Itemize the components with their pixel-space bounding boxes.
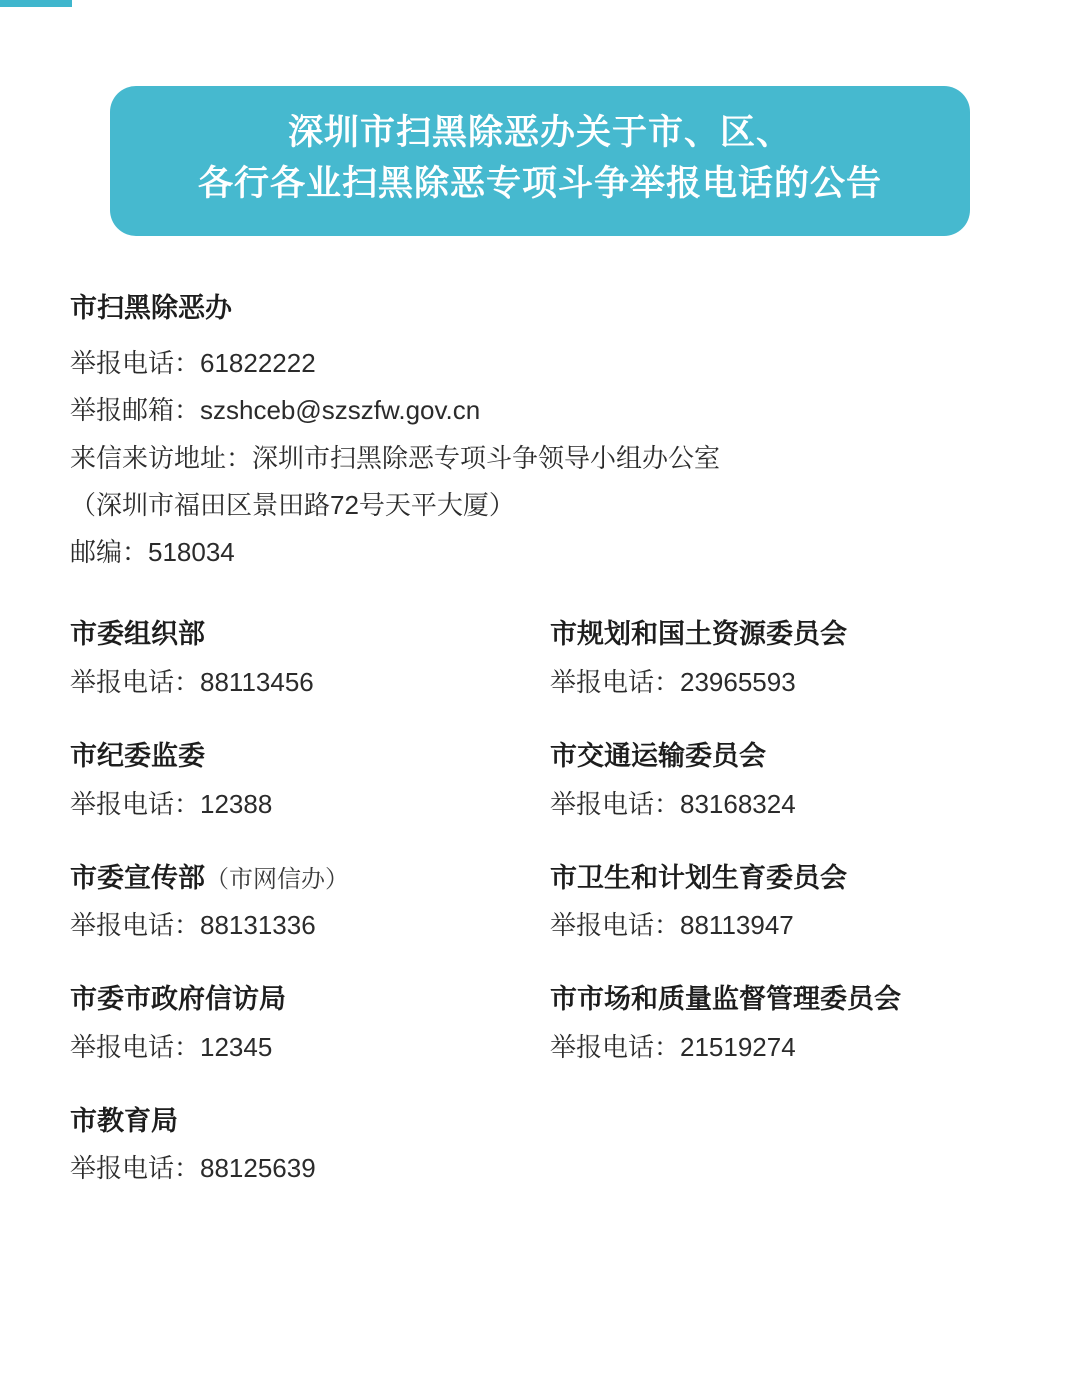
title-banner <box>110 86 970 236</box>
department-phone: 举报电话：12345 <box>70 1031 273 1062</box>
department-name <box>550 862 1010 896</box>
department-phone: 举报电话：88113456 <box>70 667 314 698</box>
title-line-1: 深圳市扫黑除恶办关于市、区、 <box>287 113 792 152</box>
department-phone: 举报电话：21519274 <box>550 1031 796 1062</box>
department-phone: 举报电话：83168324 <box>550 788 796 819</box>
main-office-name: 市扫黑除恶办 <box>70 292 232 323</box>
department-name-text: 市委宣传部 <box>70 862 205 893</box>
main-office-phone: 举报电话：61822222 <box>70 347 316 378</box>
department-name-text: 市卫生和计划生育委员会 <box>550 862 847 893</box>
department-name-text: 市纪委监委 <box>70 741 205 771</box>
department-entry <box>70 862 540 944</box>
department-entry <box>550 618 1010 700</box>
title-line-2: 各行各业扫黑除恶专项斗争举报电话的公告 <box>197 163 882 203</box>
department-name-text: 市委组织部 <box>70 619 205 650</box>
department-name <box>70 1105 540 1139</box>
department-entry <box>70 1105 540 1187</box>
main-office-email: 举报邮箱：szshceb@szszfw.gov.cn <box>70 395 481 426</box>
department-phone: 举报电话：23965593 <box>550 667 796 698</box>
department-name <box>70 862 540 896</box>
departments-grid <box>70 618 1010 1226</box>
department-name-text: 市交通运输委员会 <box>550 741 766 771</box>
department-name-text: 市委市政府信访局 <box>70 984 286 1015</box>
department-name-text: 市规划和国土资源委员会 <box>550 619 847 650</box>
department-entry <box>70 740 540 822</box>
department-name <box>70 618 540 652</box>
main-office-address: 来信来访地址：深圳市扫黑除恶专项斗争领导小组办公室 <box>70 442 721 473</box>
department-phone: 举报电话：88113947 <box>550 910 794 941</box>
department-entry <box>550 740 1010 822</box>
main-office-postcode: 邮编：518034 <box>70 537 235 568</box>
top-accent-bar <box>0 0 72 7</box>
main-office-block <box>70 292 1010 577</box>
department-name-note: （市网信办） <box>205 865 349 893</box>
department-entry <box>70 618 540 700</box>
main-office-address-detail: （深圳市福田区景田路72号天平大厦） <box>70 489 515 520</box>
departments-column-right <box>540 618 1010 1226</box>
departments-column-left <box>70 618 540 1226</box>
department-phone: 举报电话：88131336 <box>70 910 316 941</box>
department-phone: 举报电话：12388 <box>70 788 273 819</box>
department-entry <box>550 983 1010 1065</box>
content-area <box>0 236 1080 1227</box>
department-name <box>550 740 1010 774</box>
department-name <box>550 618 1010 652</box>
department-entry <box>70 983 540 1065</box>
department-name <box>70 983 540 1017</box>
department-phone: 举报电话：88125639 <box>70 1153 316 1184</box>
title-banner-wrapper <box>0 0 1080 236</box>
department-name-text: 市市场和质量监督管理委员会 <box>550 984 901 1015</box>
department-entry <box>550 862 1010 944</box>
department-name <box>550 983 1010 1017</box>
department-name <box>70 740 540 774</box>
department-name-text: 市教育局 <box>70 1105 178 1136</box>
